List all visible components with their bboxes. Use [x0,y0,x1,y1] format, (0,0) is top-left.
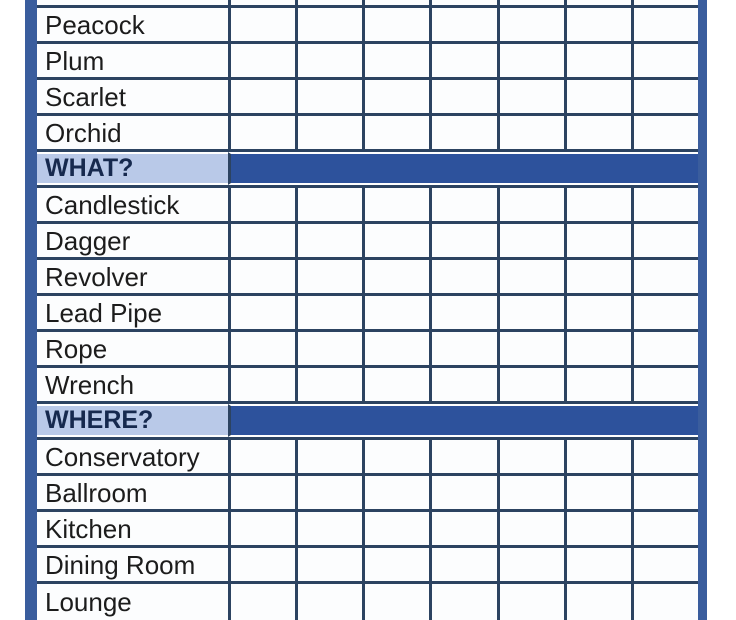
answer-cell[interactable] [362,512,429,545]
table-row [37,8,698,44]
section-row [37,404,698,440]
answer-cell[interactable] [497,548,564,581]
answer-cell[interactable] [497,224,564,257]
answer-cell[interactable] [362,80,429,113]
answer-cell[interactable] [228,476,295,509]
answer-cell[interactable] [228,260,295,293]
answer-cell[interactable] [497,476,564,509]
answer-cell[interactable] [228,8,295,41]
answer-cell[interactable] [564,188,631,221]
row-label: Conservatory [37,440,228,473]
answer-cell[interactable] [228,584,295,620]
answer-cell[interactable] [564,8,631,41]
answer-cell[interactable] [362,224,429,257]
answer-cell[interactable] [228,512,295,545]
answer-cell[interactable] [295,584,362,620]
answer-cell[interactable] [497,44,564,77]
row-label [37,0,228,5]
answer-cell[interactable] [631,44,698,77]
answer-cell[interactable] [497,440,564,473]
answer-cell[interactable] [497,116,564,149]
answer-cell[interactable] [429,80,496,113]
answer-cell[interactable] [228,368,295,401]
answer-cell[interactable] [362,476,429,509]
answer-cell[interactable] [362,116,429,149]
row-label: Kitchen [37,512,228,545]
answer-cell[interactable] [362,548,429,581]
answer-cell[interactable] [564,224,631,257]
answer-cell[interactable] [631,296,698,329]
row-label: Orchid [37,116,228,149]
answer-cell[interactable] [362,368,429,401]
answer-cell[interactable] [497,0,564,5]
answer-cell[interactable] [631,440,698,473]
table-row [37,116,698,152]
answer-cell[interactable] [362,188,429,221]
answer-cell[interactable] [429,476,496,509]
answer-cell[interactable] [429,116,496,149]
answer-cell[interactable] [295,476,362,509]
section-label: WHAT? [37,152,228,185]
table-row [37,80,698,116]
answer-cell[interactable] [429,224,496,257]
answer-cell[interactable] [295,0,362,5]
answer-cell[interactable] [564,440,631,473]
section-band [228,152,698,185]
answer-cell[interactable] [497,332,564,365]
answer-cell[interactable] [228,224,295,257]
answer-cell[interactable] [295,44,362,77]
section-band [228,404,698,437]
answer-cell[interactable] [497,368,564,401]
answer-cell[interactable] [429,512,496,545]
answer-cell[interactable] [228,80,295,113]
answer-cell[interactable] [497,80,564,113]
row-label: Revolver [37,260,228,293]
answer-cell[interactable] [564,368,631,401]
table-row [37,584,698,620]
answer-cell[interactable] [295,260,362,293]
answer-cell[interactable] [429,332,496,365]
table-row [37,44,698,80]
answer-cell[interactable] [228,116,295,149]
table-row [37,548,698,584]
answer-cell[interactable] [362,44,429,77]
answer-cell[interactable] [429,368,496,401]
answer-cell[interactable] [564,0,631,5]
answer-cell[interactable] [295,188,362,221]
row-label: Peacock [37,8,228,41]
row-label: Scarlet [37,80,228,113]
table-row [37,368,698,404]
answer-cell[interactable] [631,476,698,509]
answer-cell[interactable] [429,44,496,77]
row-label: Plum [37,44,228,77]
answer-cell[interactable] [631,368,698,401]
answer-cell[interactable] [295,8,362,41]
answer-cell[interactable] [228,440,295,473]
answer-cell[interactable] [295,116,362,149]
answer-cell[interactable] [429,548,496,581]
table-row [37,188,698,224]
table-row [37,512,698,548]
answer-cell[interactable] [497,512,564,545]
table-row [37,296,698,332]
answer-cell[interactable] [497,8,564,41]
answer-cell[interactable] [631,224,698,257]
row-label: Dagger [37,224,228,257]
answer-cell[interactable] [362,440,429,473]
answer-cell[interactable] [631,260,698,293]
answer-cell[interactable] [564,512,631,545]
table-row [37,476,698,512]
answer-cell[interactable] [564,548,631,581]
row-label: Dining Room [37,548,228,581]
answer-cell[interactable] [631,512,698,545]
answer-cell[interactable] [228,44,295,77]
row-label: Ballroom [37,476,228,509]
answer-cell[interactable] [429,296,496,329]
answer-cell[interactable] [228,188,295,221]
answer-cell[interactable] [295,224,362,257]
answer-cell[interactable] [362,0,429,5]
answer-cell[interactable] [295,296,362,329]
answer-cell[interactable] [295,548,362,581]
table-row [37,332,698,368]
section-label: WHERE? [37,404,228,437]
answer-cell[interactable] [295,80,362,113]
answer-cell[interactable] [295,512,362,545]
answer-cell[interactable] [228,332,295,365]
row-label: Lounge [37,584,228,620]
answer-cell[interactable] [362,296,429,329]
grid-table [25,0,707,620]
answer-cell[interactable] [362,332,429,365]
answer-cell[interactable] [429,0,496,5]
answer-cell[interactable] [362,8,429,41]
table-row [37,224,698,260]
answer-cell[interactable] [295,332,362,365]
answer-cell[interactable] [564,44,631,77]
answer-cell[interactable] [429,8,496,41]
answer-cell[interactable] [631,116,698,149]
answer-cell[interactable] [631,584,698,620]
answer-cell[interactable] [295,440,362,473]
row-label: Candlestick [37,188,228,221]
answer-cell[interactable] [497,188,564,221]
answer-cell[interactable] [497,260,564,293]
answer-cell[interactable] [228,0,295,5]
answer-cell[interactable] [497,296,564,329]
answer-cell[interactable] [564,80,631,113]
table-row [37,0,698,8]
answer-cell[interactable] [497,584,564,620]
row-label: Rope [37,332,228,365]
answer-cell[interactable] [564,332,631,365]
answer-cell[interactable] [228,296,295,329]
answer-cell[interactable] [228,548,295,581]
answer-cell[interactable] [631,80,698,113]
answer-cell[interactable] [564,116,631,149]
answer-cell[interactable] [631,0,698,5]
answer-cell[interactable] [564,260,631,293]
answer-cell[interactable] [564,584,631,620]
answer-cell[interactable] [362,584,429,620]
answer-cell[interactable] [631,8,698,41]
answer-cell[interactable] [429,188,496,221]
table-row [37,440,698,476]
answer-cell[interactable] [429,584,496,620]
row-label: Wrench [37,368,228,401]
answer-cell[interactable] [429,440,496,473]
answer-cell[interactable] [362,260,429,293]
answer-cell[interactable] [631,548,698,581]
answer-cell[interactable] [564,296,631,329]
answer-cell[interactable] [429,260,496,293]
answer-cell[interactable] [295,368,362,401]
row-label: Lead Pipe [37,296,228,329]
answer-cell[interactable] [631,332,698,365]
answer-cell[interactable] [631,188,698,221]
section-row [37,152,698,188]
table-row [37,260,698,296]
answer-cell[interactable] [564,476,631,509]
